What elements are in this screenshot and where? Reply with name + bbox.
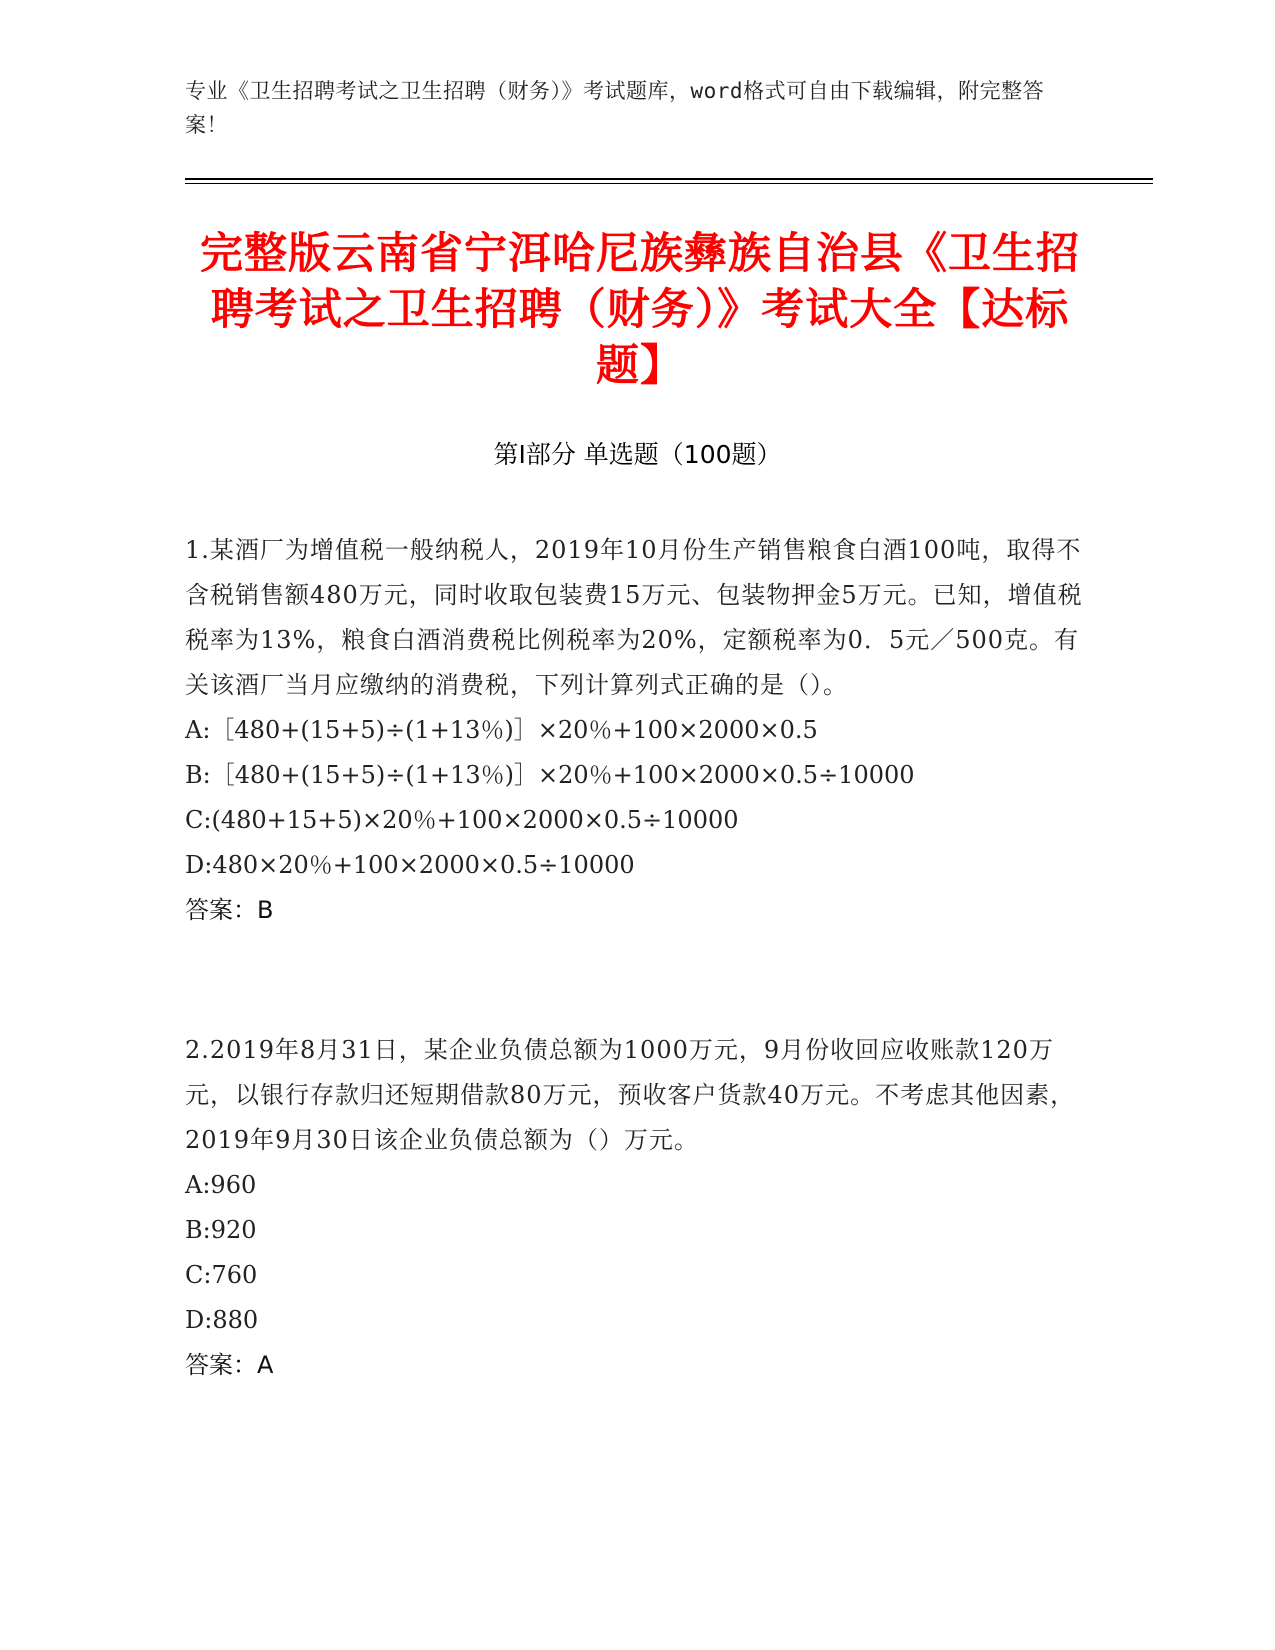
answer: 答案：A — [185, 1351, 274, 1379]
option-c: C:(480+15+5)×20％+100×2000×0.5÷10000 — [185, 806, 739, 834]
document-title: 完整版云南省宁洱哈尼族彝族自治县《卫生招聘考试之卫生招聘（财务）》考试大全【达标题】 — [200, 229, 1080, 391]
answer: 答案：B — [185, 896, 274, 924]
header-note: 专业《卫生招聘考试之卫生招聘（财务）》考试题库，word格式可自由下载编辑，附完整答案！ — [185, 79, 1045, 137]
header-rule-thick — [185, 178, 1153, 180]
header-rule-thin — [185, 183, 1153, 184]
option-d: D:880 — [185, 1306, 259, 1334]
option-c: C:760 — [185, 1261, 258, 1289]
option-b: B:920 — [185, 1216, 257, 1244]
option-a: A:［480+(15+5)÷(1+13％)］×20％+100×2000×0.5 — [185, 716, 818, 744]
question-stem: 1.某酒厂为增值税一般纳税人，2019年10月份生产销售粮食白酒100吨，取得不含税销售额480万元，同时收取包装费15万元、包装物押金5万元。已知，增值税税率为13%，粮食白酒消费税比例税率为20%，定额税率为0．5元／500克。有关该酒厂当月应缴纳的消费税，下列计算列式正确的是（）。 — [185, 536, 1083, 699]
option-d: D:480×20％+100×2000×0.5÷10000 — [185, 851, 635, 879]
section-heading: 第I部分 单选题（100题） — [493, 440, 782, 469]
option-a: A:960 — [185, 1171, 257, 1199]
question-2 — [185, 1028, 1085, 1388]
option-b: B:［480+(15+5)÷(1+13％)］×20％+100×2000×0.5÷10000 — [185, 761, 915, 789]
question-stem: 2.2019年8月31日，某企业负债总额为1000万元，9月份收回应收账款120万元，以银行存款归还短期借款80万元，预收客户货款40万元。不考虑其他因素，2019年9月30日该企业负债总额为（）万元。 — [185, 1036, 1076, 1154]
question-1 — [185, 528, 1085, 933]
